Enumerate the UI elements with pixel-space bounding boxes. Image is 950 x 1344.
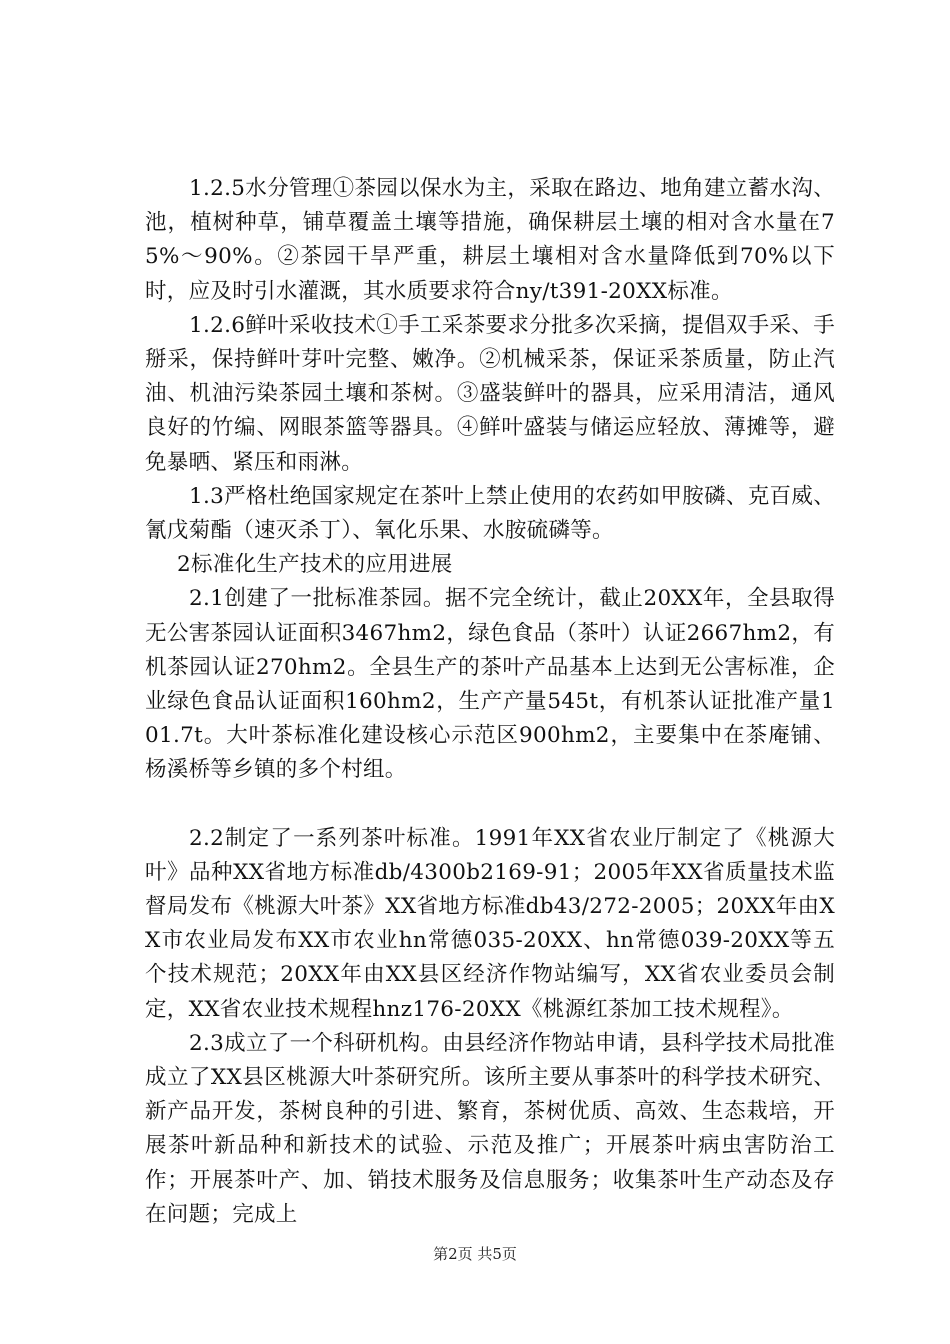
paragraph-standard-gardens: 2.1创建了一批标准茶园。据不完全统计，截止20XX年，全县取得无公害茶园认证面积3467hm2，绿色食品（茶叶）认证2667hm2，有机茶园认证270hm2。全县生产的茶叶产品基本上达到无公害标准，企业绿色食品认证面积160hm2，生产产量545t，有机茶认证批准产量101.7t。大叶茶标准化建设核心示范区900hm2，主要集中在茶庵铺、杨溪桥等乡镇的多个村组。 (145, 586, 835, 783)
paragraph-leaf-harvest: 1.2.6鲜叶采收技术①手工采茶要求分批多次采摘，提倡双手采、手掰采，保持鲜叶芽叶完整、嫩净。②机械采茶，保证采茶质量，防止汽油、机油污染茶园土壤和茶树。③盛装鲜叶的器具，应采用清洁，通风良好的竹编、网眼茶篮等器具。④鲜叶盛装与储运应轻放、薄摊等，避免暴晒、紧压和雨淋。 (145, 312, 835, 475)
paragraph-tea-standards: 2.2制定了一系列茶叶标准。1991年XX省农业厅制定了《桃源大叶》品种XX省地方标准db/4300b2169-91；2005年XX省质量技术监督局发布《桃源大叶茶》XX省地方标准db43/272-2005；20XX年由XX市农业局发布XX市农业hn常德035-20XX、hn常德039-20XX等五个技术规范；20XX年由XX县区经济作物站编写，XX省农业委员会制定，XX省农业技术规程hnz176-20XX《桃源红茶加工技术规程》。 (145, 825, 835, 1022)
paragraph-research-institute: 2.3成立了一个科研机构。由县经济作物站申请，县科学技术局批准成立了XX县区桃源大叶茶研究所。该所主要从事茶叶的科学技术研究、新产品开发，茶树良种的引进、繁育，茶树优质、高效、生态栽培，开展茶叶新品种和新技术的试验、示范及推广；开展茶叶病虫害防治工作；开展茶叶产、加、销技术服务及信息服务；收集茶叶生产动态及存在问题；完成上 (145, 1030, 835, 1227)
paragraph-pesticide-ban: 1.3严格杜绝国家规定在茶叶上禁止使用的农药如甲胺磷、克百威、氰戊菊酯（速灭杀丁）、氧化乐果、水胺硫磷等。 (145, 483, 835, 544)
paragraph-water-management: 1.2.5水分管理①茶园以保水为主，采取在路边、地角建立蓄水沟、池，植树种草，铺草覆盖土壤等措施，确保耕层土壤的相对含水量在75%～90%。②茶园干旱严重，耕层土壤相对含水量降低到70%以下时，应及时引水灌溉，其水质要求符合ny/t391-20XX标准。 (145, 176, 835, 304)
document-body (145, 172, 835, 1232)
page-number-footer: 第2页 共5页 (433, 1245, 517, 1263)
section-heading-progress: 2标准化生产技术的应用进展 (177, 552, 453, 578)
